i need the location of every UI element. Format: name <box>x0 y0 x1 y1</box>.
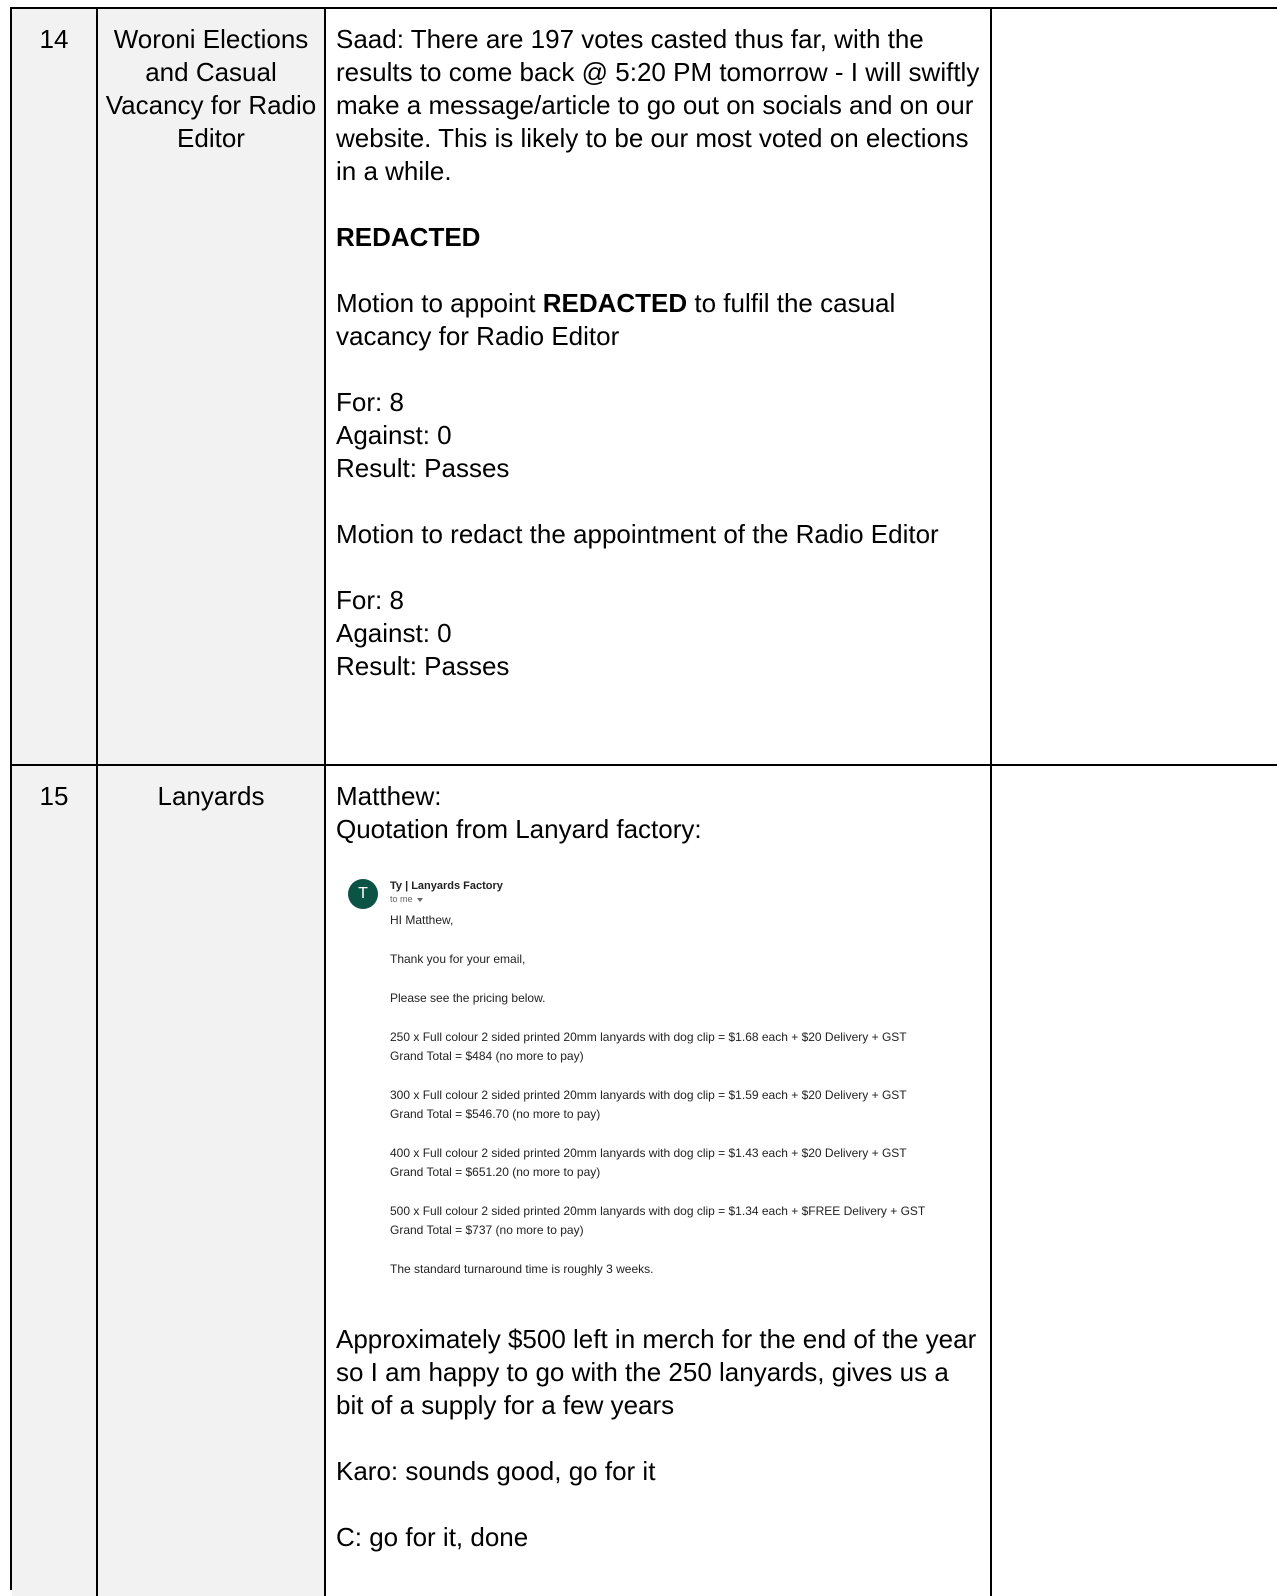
karo-comment: Karo: sounds good, go for it <box>336 1456 656 1486</box>
email-greeting: HI Matthew, <box>390 913 454 927</box>
motion-redacted-name: REDACTED <box>542 288 688 318</box>
discussion-intro: Quotation from Lanyard factory: <box>336 814 702 844</box>
discussion-cell <box>326 766 992 1596</box>
discussion-intro: Saad: There are 197 votes casted thus far, with the results to come back @ 5:20 PM tomorrow - I will swiftly make a message/article to go out on socials and on our website. This is likely to be our most voted on elections in a while. <box>336 24 980 186</box>
item-number: 14 <box>39 24 69 54</box>
quote-total: Grand Total = $484 (no more to pay) <box>390 1049 584 1063</box>
quote-item <box>390 1086 982 1124</box>
quote-line: 400 x Full colour 2 sided printed 20mm lanyards with dog clip = $1.43 each + $20 Delivery + GST <box>390 1146 907 1160</box>
item-number-cell <box>12 766 98 1596</box>
item-title: Lanyards <box>157 781 265 811</box>
item-title-cell <box>98 9 326 764</box>
motion-appoint <box>336 287 982 353</box>
motion-suffix: to fulfil the casual vacancy for Radio Editor <box>336 288 896 351</box>
vote-block <box>336 386 982 485</box>
quote-line: 500 x Full colour 2 sided printed 20mm lanyards with dog clip = $1.34 each + $FREE Delivery + GST <box>390 1204 926 1218</box>
email-turnaround: The standard turnaround time is roughly 3 weeks. <box>390 1262 654 1276</box>
discussion-content <box>336 23 982 683</box>
table-row <box>12 766 1277 1596</box>
vote-result: Result: Passes <box>336 453 510 483</box>
email-recipient <box>390 893 423 905</box>
item-title: Woroni Elections and Casual Vacancy for Radio Editor <box>105 24 317 153</box>
motion-prefix: Motion to appoint <box>336 288 543 318</box>
quote-total: Grand Total = $651.20 (no more to pay) <box>390 1165 601 1179</box>
minutes-table <box>10 7 1277 1590</box>
vote-block <box>336 584 982 683</box>
vote-result: Result: Passes <box>336 651 510 681</box>
discussion-speaker: Matthew: <box>336 781 442 811</box>
chevron-down-icon <box>417 898 423 902</box>
email-recipient-label: to me <box>390 894 413 904</box>
discussion-cell <box>326 9 992 764</box>
item-number-cell <box>12 9 98 764</box>
email-body <box>390 911 982 1279</box>
quote-item <box>390 1028 982 1066</box>
item-title-cell <box>98 766 326 1596</box>
discussion-content <box>336 780 982 1554</box>
action-cell <box>992 766 1277 1596</box>
item-number: 15 <box>39 781 69 811</box>
action-cell <box>992 9 1277 764</box>
quote-total: Grand Total = $546.70 (no more to pay) <box>390 1107 601 1121</box>
redacted-heading: REDACTED <box>336 222 481 252</box>
quote-line: 300 x Full colour 2 sided printed 20mm lanyards with dog clip = $1.59 each + $20 Delivery + GST <box>390 1088 907 1102</box>
motion-redact: Motion to redact the appointment of the Radio Editor <box>336 519 939 549</box>
email-thanks: Thank you for your email, <box>390 952 526 966</box>
quote-total: Grand Total = $737 (no more to pay) <box>390 1223 584 1237</box>
email-sender: Ty | Lanyards Factory <box>390 880 503 892</box>
budget-note: Approximately $500 left in merch for the end of the year so I am happy to go with the 250 lanyards, gives us a bit of a supply for a few years <box>336 1324 977 1420</box>
quote-item <box>390 1202 982 1240</box>
quote-item <box>390 1144 982 1182</box>
email-screenshot <box>336 859 982 1296</box>
sender-avatar: T <box>348 879 378 909</box>
c-comment: C: go for it, done <box>336 1522 529 1552</box>
vote-against: Against: 0 <box>336 420 452 450</box>
email-pricing-intro: Please see the pricing below. <box>390 991 546 1005</box>
vote-for: For: 8 <box>336 585 404 615</box>
table-row <box>12 9 1277 766</box>
vote-against: Against: 0 <box>336 618 452 648</box>
vote-for: For: 8 <box>336 387 404 417</box>
quote-line: 250 x Full colour 2 sided printed 20mm lanyards with dog clip = $1.68 each + $20 Delivery + GST <box>390 1030 907 1044</box>
